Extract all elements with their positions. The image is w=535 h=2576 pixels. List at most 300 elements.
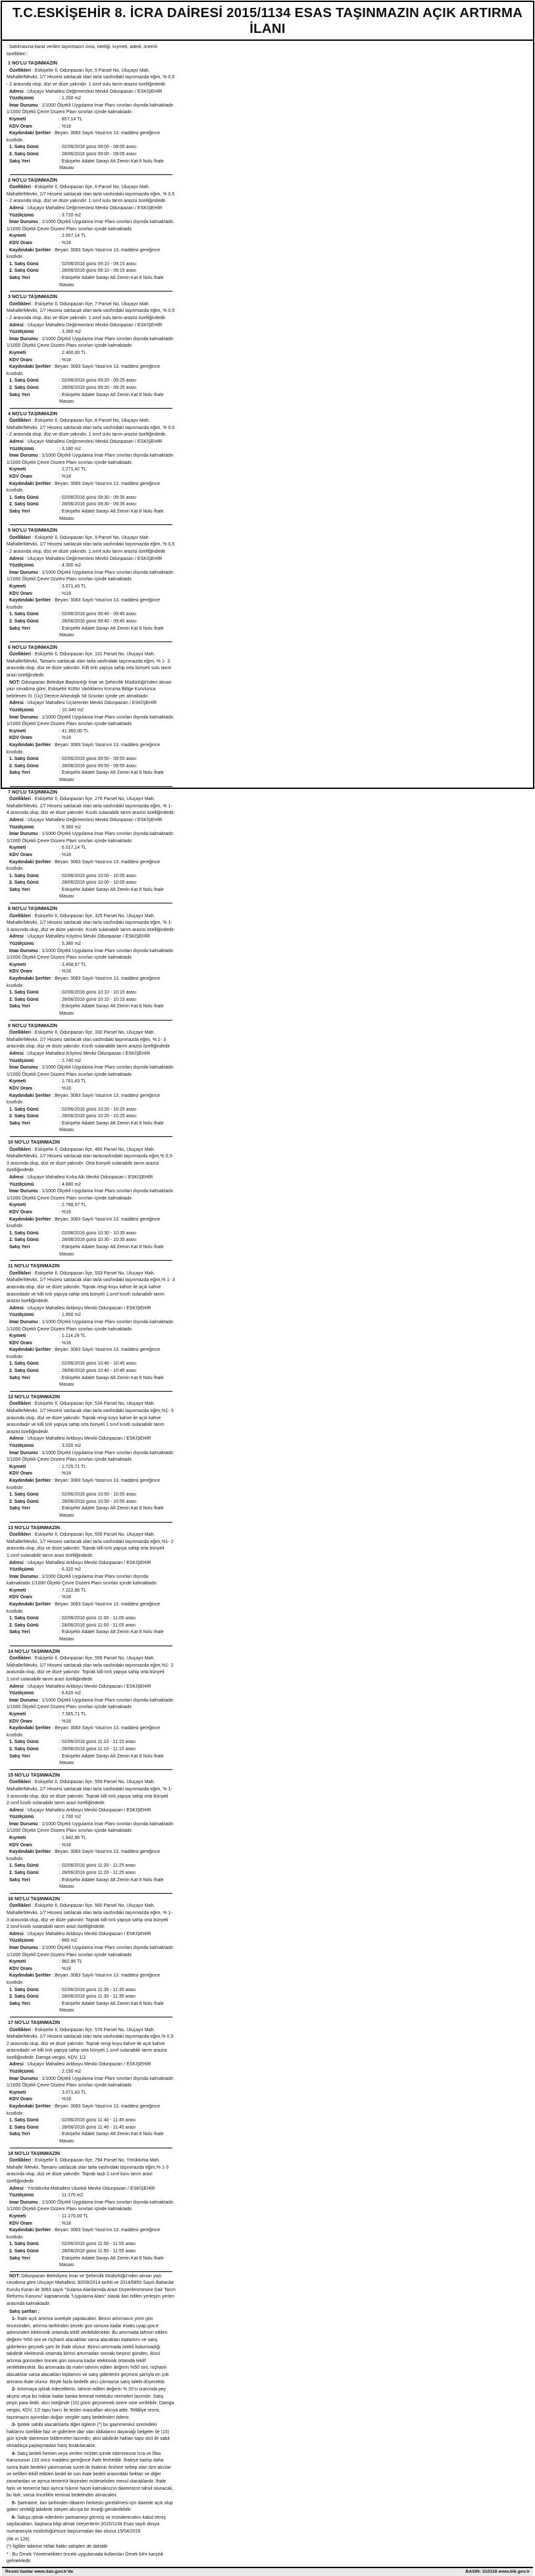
field-satis1-label: 1. Satış Günü <box>9 1863 39 1869</box>
field-yuzolcumu-value: : 3.360 m2 <box>59 329 176 336</box>
field-kiymeti-value: : 3.071,43 TL <box>59 2090 176 2097</box>
field-ozellikleri <box>7 535 176 556</box>
field-kiymeti-label: Kıymeti <box>9 116 26 122</box>
field-imar-value: : 1/1000 Ölçekli Uygulama İmar Planı sınırları dışında kalmaktadır. 1/1000 Ölçekli Çevre Düzeni Planı sınırları içinde kalmaktadır. <box>7 453 174 465</box>
terms-item-text: Satışa iştirak edenlerin şartnameyi görmüş ve münderecatını kabul etmiş sayılacakları, başkaca bilgi almak isteyenlerin 2015/1134 Esas sayılı dosya numarasıyla müdürlüğümüze başvurmaları ilan olunur.15/04/2016 <box>7 2515 166 2535</box>
field-imar <box>7 219 176 233</box>
field-ozellikleri-label: Özellikleri <box>9 652 32 657</box>
field-ozellikleri-value: : Eskişehir İl, Odunpazarı İlçe, 7 Parsel No, Uluçayır Mah. Mahalle/Mevkii, 1/7 Hissesi satılacak olan tarla vasfındaki taşınmazda eğim, % 0,5 - 2 arasında olup, düz ve düze yakındır. 1.sınıf sulu tarım arazisi özelliğindedir. <box>7 302 174 320</box>
iik-reference: (İİK m 126) <box>7 2537 30 2542</box>
field-serhler <box>7 247 176 261</box>
field-serhler-label: Kaydındaki Şerhler <box>9 859 51 865</box>
field-kdv <box>9 1719 176 1726</box>
field-kdv <box>9 1966 176 1973</box>
field-yuzolcumu <box>9 446 176 453</box>
field-satis1-label: 1. Satış Günü <box>9 1740 39 1745</box>
terms-item <box>7 2500 176 2514</box>
field-yer-value: : Eskişehir Adalet Sarayı Alt Zemin Kat 8 Nolu İhale Masası <box>59 275 176 289</box>
field-satis2-value: : 28/06/2016 günü 10:40 - 10:45 arası <box>59 1368 176 1375</box>
field-adresi <box>7 1560 176 1567</box>
field-imar <box>7 103 176 116</box>
field-kdv-value: : %18 <box>59 240 176 247</box>
field-yer <box>9 1505 176 1519</box>
field-imar-value: : 1/1000 Ölçekli Uygulama İmar Planı sınırları dışında kalmaktadır. 1/1000 Ölçekli Çevre Düzeni Planı sınırları içinde kalmaktadır. <box>7 103 174 115</box>
field-kdv-label: KDV Oranı <box>9 474 33 480</box>
field-kiymeti <box>9 1711 176 1719</box>
terms-item-text: Satış bedeli hemen veya verilen mühlet içinde ödenmezse İcra ve İflas Kanununun 133 üncü maddesi gereğince ihale feshedilir. İhaleye katılıp daha sonra ihale bedelini yatırmamak sureti ile ihalenin feshine sebep olan tüm alıcılar ve kefilleri teklif ettikleri bedel ile son ihale bedeli arasındaki farktan ve diğer zararlardan ve ayrıca temerrüt faizinden müteselsilen mesul olacaklardır. İhale farkı ve temerrüt faizi ayrıca hükme hacet kalmaksızın dairemizce tahsil olunacak, bu fark, varsa öncelikle teminat bedelinden alınacaktır. <box>7 2451 174 2498</box>
field-yer <box>9 392 176 406</box>
field-satis2-label: 2. Satış Günü <box>9 385 39 390</box>
field-satis1-label: 1. Satış Günü <box>9 1230 39 1236</box>
field-imar <box>7 1821 176 1835</box>
field-imar-label: İmar Durumu <box>9 103 38 108</box>
field-yer-label: Satış Yeri <box>9 159 30 164</box>
field-ozellikleri <box>7 1655 176 1683</box>
field-satis1 <box>9 873 176 880</box>
field-kdv-label: KDV Oranı <box>9 591 33 596</box>
footer-right-text: BASIN: 310318 www.bik.gov.tr <box>465 2569 530 2575</box>
terms-item-number: 2- <box>12 2387 16 2392</box>
field-imar-label: İmar Durumu <box>9 220 38 225</box>
field-adresi <box>7 322 176 330</box>
field-satis1 <box>9 1361 176 1368</box>
field-imar-label: İmar Durumu <box>9 1189 38 1194</box>
field-satis2-label: 2. Satış Günü <box>9 1369 39 1374</box>
terms-item-text: Artırmaya iştirak edeceklerin, tahmin edilen değerin % 20'si oranında pey akçesi veya bu miktar kadar banka teminat mektubu vermeleri lazımdır. Satış peşin para iledir, alıcı isteğinde (10) günü geçmemek üzere süre verilebilir. Damga vergisi, KDV, 1/2 tapu harcı ile teslim masrafları alıcıya aittir. Tellâliye resmi, taşınmazın aynından doğan vergiler satış bedelinden ödenir. <box>7 2387 174 2420</box>
field-kdv-label: KDV Oranı <box>9 1340 33 1346</box>
field-serhler-label: Kaydındaki Şerhler <box>9 1726 51 1731</box>
field-yuzolcumu <box>9 1567 176 1574</box>
field-yuzolcumu-value: : 1.950 m2 <box>59 1312 176 1319</box>
field-satis2 <box>9 501 176 509</box>
field-adresi <box>7 2061 176 2069</box>
field-satis2 <box>9 1994 176 2001</box>
terms-item-text: İhale açık artırma suretiyle yapılacaktır. Birinci artırmanın yirmi gün öncesinden, artırma tarihinden önceki gün sonuna kadar esatis.uyap.gov.tr adresinden elektronik ortamda teklif verilebilecektir. Bu artırmada tahmin edilen değerin %50 sini ve rüçhanlı alacaklılar varsa alacakları toplamını ve satış giderlerini geçmek şartı ile ihale olunur. Birinci artırmada istekli bulunmadığı takdirde elektronik ortamda birinci artırmadan sonraki beşinci günden, ikinci artırma gününden önceki gün sonuna kadar elektronik ortamda teklif verilebilecektir. Bu artırmada da malın tahmin edilen değerin %50 sini, rüçhanlı alacaklılar varsa alacakları toplamını ve satış giderlerini geçmesi şartıyla en çok artırana ihale olunur. Böyle fazla bedelle alıcı çıkmazsa satış talebi düşecektir. <box>7 2317 169 2385</box>
field-serhler <box>7 364 176 378</box>
field-imar <box>7 1574 176 1588</box>
field-satis2-value: : 28/06/2016 günü 11:00 - 11:05 arası <box>59 1623 176 1630</box>
field-imar-label: İmar Durumu <box>9 832 38 837</box>
field-yuzolcumu-label: Yüzölçümü <box>9 1058 34 1063</box>
field-yer <box>9 2256 176 2269</box>
field-imar-value: : 1/1000 Ölçekli Uygulama İmar Planı sınırları dışında kalmaktadır. 1/1000 Ölçekli Çevre Düzeni Planı sınırları içinde kalmaktadır. <box>7 1946 174 1957</box>
field-imar <box>7 1319 176 1333</box>
field-ozellikleri <box>7 2027 176 2062</box>
field-satis2 <box>9 151 176 159</box>
field-yuzolcumu-label: Yüzölçümü <box>9 708 34 713</box>
notice-masthead <box>2 2 533 41</box>
field-yer-label: Satış Yeri <box>9 887 30 892</box>
closing-note-label: NOT: <box>9 2273 20 2279</box>
field-adresi-value: : Yörükkırka Mahallesi Uluoluk Mevkii Odunpazarı / ESKİŞEHİR <box>24 2186 155 2191</box>
field-ozellikleri-value: : Eskişehir İl, Odunpazarı İlçe, 555 Parsel No, Uluçayır Mah. Mahalle/Mevkii, 1/7 Hissesi satılacak olan tarla vasfındaki taşınmazda eğim,%1- 2 arasında olup, düz ve düze yakındır. Toprak killi tınlı yapıya sahip orta bünyeli 1.sınıf sulanabilir tarım arazi özelliğindedir. <box>7 1532 174 1558</box>
field-kdv-label: KDV Oranı <box>9 1471 33 1477</box>
field-kdv-label: KDV Oranı <box>9 1966 33 1971</box>
terms-item-text: Şartname, ilan tarihinden itibaren herkesin görebilmesi için dairede açık olup gideri verildiği takdirde isteyen alıcıya bir örneği gönderilebilir. <box>7 2500 173 2513</box>
field-kdv-label: KDV Oranı <box>9 124 33 129</box>
field-not <box>7 680 176 701</box>
field-kiymeti <box>9 1588 176 1595</box>
field-satis1-label: 1. Satış Günü <box>9 757 39 762</box>
field-satis1-label: 1. Satış Günü <box>9 1361 39 1367</box>
field-satis2-value: : 28/06/2016 günü 11:30 - 11:35 arası <box>59 1994 176 2001</box>
field-yer-value: : Eskişehir Adalet Sarayı Alt Zemin Kat 8 Nolu İhale Masası <box>59 2131 176 2145</box>
field-kdv <box>9 1594 176 1602</box>
terms-item <box>7 2451 176 2500</box>
field-imar-value: : 1/1000 Ölçekli Uygulama İmar Planı sınırları dışında kalmaktadır. 1/1000 Ölçekli Çevre Düzeni Planı sınırları içinde kalmaktadır. <box>7 1189 174 1201</box>
terms-item-number: 4- <box>12 2451 16 2456</box>
field-imar-value: : 1/1000 Ölçekli Uygulama İmar Planı sınırları dışında kalmaktadır.1/1000 Ölçekli Çevre Düzeni Planı sınırları içinde kalmaktadır. <box>7 1575 158 1586</box>
field-adresi <box>7 1174 176 1182</box>
field-serhler <box>7 481 176 495</box>
field-ozellikleri-value: : Eskişehir İl, Odunpazarı İlçe, 276 Parsel No, Uluçayır Mah. Mahalle/Mevkii, 1/7 Hissesi satılacak olan tarla vasfındaki taşınmazda eğim, % 1- 4 arasında olup, düz ve düze yakındır. Kısıtlı sulanabilir tarım arazisi özelliğindedir. <box>7 797 175 815</box>
field-serhler <box>7 1478 176 1492</box>
field-yer <box>9 1121 176 1134</box>
field-kdv-value: : %18 <box>59 1719 176 1726</box>
field-serhler-value: : Beyan: 3083 Sayılı Yasa'nın 13. maddesi gereğince kısıtlıdır. <box>7 860 160 872</box>
field-satis1-label: 1. Satış Günü <box>9 990 39 996</box>
field-adresi-value: : Uluçayır Mahallesi Köyönü Mevkii Odunpazarı / ESKİŞEHİR <box>24 934 150 939</box>
field-yer-label: Satış Yeri <box>9 1506 30 1511</box>
field-yer-value: : Eskişehir Adalet Sarayı Alt Zemin Kat 8 Nolu İhale Masası <box>59 887 176 901</box>
field-kdv-label: KDV Oranı <box>9 969 33 974</box>
field-satis1-value: : 02/06/2016 günü 11:00 - 11:05 arası <box>59 1615 176 1623</box>
field-ozellikleri-label: Özellikleri <box>9 68 32 73</box>
field-ozellikleri-label: Özellikleri <box>9 1904 32 1909</box>
auction-item-section <box>7 293 176 409</box>
field-yer-label: Satış Yeri <box>9 1754 30 1759</box>
field-satis2 <box>9 2125 176 2132</box>
field-serhler-value: : Beyan: 3083 Sayılı Yasa'nın 13. maddesi gereğince kısıtlıdır. <box>7 1217 160 1229</box>
field-kiymeti-label: Kıymeti <box>9 467 26 472</box>
field-satis1-value: : 02/06/2016 günü 11:10 - 11:15 arası <box>59 1739 176 1746</box>
section-heading: 8 NO'LU TAŞINMAZIN <box>8 905 57 912</box>
field-serhler-label: Kaydındaki Şerhler <box>9 1478 51 1483</box>
field-imar <box>7 1698 176 1711</box>
field-ozellikleri <box>7 1271 176 1305</box>
newspaper-notice-page <box>1 1 534 2575</box>
field-serhler-label: Kaydındaki Şerhler <box>9 743 51 747</box>
field-yuzolcumu <box>9 1814 176 1821</box>
field-kiymeti-label: Kıymeti <box>9 2090 26 2095</box>
field-adresi-label: Adresi <box>9 1436 24 1442</box>
field-ozellikleri-label: Özellikleri <box>9 1030 32 1036</box>
field-serhler <box>7 742 176 756</box>
field-yer-label: Satış Yeri <box>9 2132 30 2137</box>
field-yuzolcumu-label: Yüzölçümü <box>9 2193 34 2198</box>
field-yer <box>9 509 176 522</box>
field-satis1-value: : 02/06/2016 günü 11:40 - 11:45 arası <box>59 2117 176 2125</box>
field-satis1-value: : 02/06/2016 günü 11:30 - 11:35 arası <box>59 1987 176 1994</box>
field-serhler <box>7 976 176 990</box>
field-yer-label: Satış Yeri <box>9 770 30 776</box>
terms-list <box>7 2316 176 2535</box>
page-title: T.C.ESKİŞEHİR 8. İCRA DAİRESİ 2015/1134 ESAS TAŞINMAZIN AÇIK ARTIRMA İLANI <box>12 5 523 36</box>
field-yer-value: : Eskişehir Adalet Sarayı Alt Zemin Kat 8 Nolu İhale Masası <box>59 1629 176 1643</box>
field-satis1-value: : 02/06/2016 günü 09:40 - 09:45 arası <box>59 611 176 619</box>
field-serhler <box>7 1347 176 1361</box>
field-satis2 <box>9 997 176 1004</box>
field-satis1 <box>9 1492 176 1499</box>
field-yuzolcumu-label: Yüzölçümü <box>9 2069 34 2075</box>
field-adresi-value: : Uluçayır Mahallesi Arkboyu Mevkii Odunpazarı / ESKİŞEHİR <box>24 1306 151 1311</box>
field-adresi-value: : Uluçayır Mahallesi Değirmenönü Mevkii Odunpazarı / ESKİŞEHİR <box>24 323 162 328</box>
field-satis2-value: : 28/06/2016 günü 10:50 - 10:55 arası <box>59 1499 176 1506</box>
field-satis1-label: 1. Satış Günü <box>9 2242 39 2247</box>
field-satis1 <box>9 261 176 268</box>
field-yuzolcumu-value: : 6.320 m2 <box>59 1567 176 1574</box>
field-kiymeti-value: : 2.657,14 TL <box>59 233 176 240</box>
auction-item-section <box>7 1023 176 1138</box>
field-serhler-label: Kaydındaki Şerhler <box>9 131 51 136</box>
field-ozellikleri-label: Özellikleri <box>9 301 32 307</box>
field-satis2-label: 2. Satış Günü <box>9 880 39 886</box>
field-yer-value: : Eskişehir Adalet Sarayı Alt Zemin Kat 8 Nolu İhale Masası <box>59 2001 176 2015</box>
field-imar-label: İmar Durumu <box>9 715 38 720</box>
field-adresi-value: : Uluçayır Mahallesi Köyönü Mevkii Odunpazarı / ESKİŞEHİR <box>24 1051 150 1056</box>
field-satis1-value: : 02/06/2016 günü 10:00 - 10:05 arası <box>59 873 176 880</box>
field-kdv-value: : %18 <box>59 1842 176 1850</box>
field-kiymeti <box>9 1835 176 1842</box>
field-yuzolcumu <box>9 563 176 570</box>
notice-columns <box>2 41 533 2567</box>
field-yuzolcumu-label: Yüzölçümü <box>9 1444 34 1448</box>
field-imar <box>7 2076 176 2090</box>
field-yer-value: : Eskişehir Adalet Sarayı Alt Zemin Kat 8 Nolu İhale Masası <box>59 392 176 406</box>
section-divider <box>10 2271 172 2272</box>
field-adresi-label: Adresi <box>9 701 24 706</box>
field-satis2 <box>9 1746 176 1754</box>
field-kdv <box>9 240 176 247</box>
field-yer <box>9 1003 176 1017</box>
field-kdv <box>9 969 176 976</box>
field-yer <box>9 1877 176 1891</box>
field-yuzolcumu-value: : 10.340 m2 <box>59 707 176 715</box>
field-satis2-value: : 28/06/2016 günü 09:30 - 09:35 arası <box>59 501 176 509</box>
field-yuzolcumu-value: : 3.720 m2 <box>59 213 176 220</box>
field-kdv <box>9 474 176 481</box>
field-ozellikleri-label: Özellikleri <box>9 535 32 540</box>
section-heading: 10 NO'LU TAŞINMAZIN <box>8 1139 61 1146</box>
field-ozellikleri-value: : Eskişehir İl, Odunpazarı İlçe, 8 Parsel No, Uluçayır Mah. Mahalle/Mevkii, 1/7 Hissesi satılacak olan tarla vasfındaki taşınmazda eğim, % 0,5 - 2 arasında olup, düz ve düze yakındır. 1.sınıf sulu tarım arazisi özelliğindedir. <box>7 418 174 437</box>
field-kdv-value: : %18 <box>59 969 176 976</box>
field-imar <box>7 1065 176 1078</box>
field-kdv-value: : %18 <box>59 2221 176 2228</box>
field-serhler-label: Kaydındaki Şerhler <box>9 976 51 981</box>
field-adresi <box>7 205 176 213</box>
field-adresi-label: Adresi <box>9 2186 24 2191</box>
field-kdv-label: KDV Oranı <box>9 1719 33 1724</box>
field-kiymeti-label: Kıymeti <box>9 1079 26 1084</box>
field-serhler <box>7 1725 176 1739</box>
field-kiymeti-label: Kıymeti <box>9 1711 26 1717</box>
field-kdv-value: : %18 <box>59 1594 176 1602</box>
field-adresi-label: Adresi <box>9 89 24 94</box>
field-imar-value: : 1/1000 Ölçekli Uygulama İmar Planı sınırları dışında kalmaktadır. 1/1000 Ölçekli Çevre Düzeni Planı sınırları içinde kalmaktadır. <box>7 2077 174 2088</box>
field-satis2-value: : 28/06/2016 günü 11:10 - 11:15 arası <box>59 1746 176 1754</box>
field-satis2-label: 2. Satış Günü <box>9 619 39 624</box>
field-satis2-value: : 28/06/2016 günü 09:10 - 09:15 arası <box>59 268 176 275</box>
field-imar-label: İmar Durumu <box>9 453 38 459</box>
field-serhler-value: : Beyan: 3083 Sayılı Yasa'nın 13. maddesi gereğince kısıtlıdır. <box>7 976 160 988</box>
section-divider <box>10 1260 172 1261</box>
field-adresi-value: : Uluçayır Mahallesi Arkboyu Mevkii Odunpazarı / ESKİŞEHİR <box>24 2062 151 2067</box>
terms-item <box>7 2316 176 2386</box>
field-ozellikleri-value: : Eskişehir İl, Odunpazarı İlçe, 9 Parsel No, Uluçayır Mah. Mahalle/Mevkii, 1/7 Hissesi satılacak olan tarla vasfındaki taşınmazda eğim, % 0,5 - 2 arasında olup, düz ve düze yakındır. 1.sınıf sulu tarım arazisi özelliğindedir. <box>7 536 174 554</box>
field-yuzolcumu-value: : 2.740 m2 <box>59 1058 176 1065</box>
field-adresi-value: : Uluçayır Mahallesi Arkboyu Mevkii Odunpazarı / ESKİŞEHİR <box>24 1808 151 1813</box>
field-satis1-value: : 02/06/2016 günü 09:10 - 09:15 arası <box>59 261 176 268</box>
field-ozellikleri-value: : Eskişehir İl, Odunpazarı İlçe, 560 Parsel No, Uluçayır Mah. Mahalle/Mevkii, 1/7 Hissesi satılacak olan tarla vasfındaki taşınmazda eğim, % 1- 3 arasında olup, düz ve düze yakındır. Toprak killi tınlı yapıya sahip orta bünyeli 2.sınıf kısıtlı sulanabilir tarım arazi özelliğindedir. <box>7 1904 172 1929</box>
field-imar-value: : 1/1000 Ölçekli Uygulama İmar Planı sınırları dışında kalmaktadır. 1/1000 Ölçekli Çevre Düzeni Planı sınırları içinde kalmaktadır. <box>7 1065 174 1077</box>
field-serhler-value: : Beyan: 3083 Sayılı Yasa'nın 13. maddesi gereğince kısıtlıdır. <box>7 1348 160 1359</box>
field-yuzolcumu-label: Yüzölçümü <box>9 824 34 830</box>
field-yer-label: Satış Yeri <box>9 2256 30 2261</box>
field-satis2-label: 2. Satış Günü <box>9 1114 39 1119</box>
field-yuzolcumu-label: Yüzölçümü <box>9 942 34 947</box>
field-yuzolcumu-label: Yüzölçümü <box>9 330 34 335</box>
field-serhler <box>7 2227 176 2241</box>
field-kdv-label: KDV Oranı <box>9 1595 33 1600</box>
field-adresi <box>7 1931 176 1938</box>
field-ozellikleri <box>7 1401 176 1436</box>
field-serhler <box>7 1217 176 1230</box>
field-adresi <box>7 556 176 563</box>
field-yuzolcumu <box>9 1443 176 1450</box>
section-divider <box>10 786 172 787</box>
section-divider <box>10 1893 172 1894</box>
field-satis1-value: : 02/06/2016 günü 10:10 - 10:15 arası <box>59 990 176 997</box>
field-kiymeti <box>9 1464 176 1471</box>
field-adresi <box>7 2186 176 2193</box>
field-kdv-value: : %18 <box>59 2096 176 2104</box>
field-serhler-value: : Beyan: 3083 Sayılı Yasa'nın 13. maddesi gereğince kısıtlıdır. <box>7 131 160 143</box>
field-satis2 <box>9 880 176 887</box>
field-adresi-label: Adresi <box>9 440 24 445</box>
field-kiymeti <box>9 350 176 357</box>
field-serhler <box>7 859 176 873</box>
field-serhler-label: Kaydındaki Şerhler <box>9 247 51 253</box>
field-adresi-value: : Uluçayır Mahallesi Değirmenönü Mevkii Odunpazarı / ESKİŞEHİR <box>24 89 162 94</box>
field-kiymeti-value: : 3.458,57 TL <box>59 962 176 969</box>
field-kdv-value: : %18 <box>59 735 176 742</box>
field-satis2-label: 2. Satış Günü <box>9 2125 39 2130</box>
field-kiymeti <box>9 1333 176 1340</box>
intro-paragraph: Satılmasına karar verilen taşınmazın cinsi, niteliği, kıymeti, adedi, önemli özellikleri : <box>7 45 157 57</box>
field-satis1-value: : 02/06/2016 günü 11:50 - 11:55 arası <box>59 2241 176 2248</box>
field-adresi <box>7 1684 176 1691</box>
field-yer-label: Satış Yeri <box>9 392 30 397</box>
field-ozellikleri-value: : Eskişehir İl, Odunpazarı İlçe, 794 Parsel No, Yörükkırka Mah. Mahalle /Mevkii, Tamamı satılacak olan tarla vasfındaki taşınmazda eğim,% 1-3 arasında olup, düz ve düze yakındır. Toprak taşlı 2.sınıf kuru tarım arazi özelliğindedir. <box>7 2158 168 2184</box>
field-yer-label: Satış Yeri <box>9 626 30 631</box>
field-imar-value: : 1/1000 Ölçekli Uygulama İmar Planı sınırları dışında kalmaktadır. 1/1000 Ölçekli Çevre Düzeni Planı sınırları içinde kalmaktadır. <box>7 1451 174 1463</box>
auction-item-section <box>7 905 176 1021</box>
field-yuzolcumu <box>9 1690 176 1698</box>
field-adresi <box>7 1305 176 1313</box>
field-kdv-label: KDV Oranı <box>9 1086 33 1091</box>
field-ozellikleri-value: : Eskişehir İl, Odunpazarı İlçe, 325 Parsel No, Uluçayır Mah. Mahalle/Mevkii, 1/7 Hissesi satılacak olan tarla vasfındaki taşınmazda eğim, % 1- 3 arasında olup, düz ve düze yakındır. Kısıtlı sulanabilir tarım arazisi özelliğindedir. <box>7 914 175 932</box>
field-ozellikleri-label: Özellikleri <box>9 418 32 424</box>
field-satis1-value: : 02/06/2016 günü 10:20 - 10:25 arası <box>59 1107 176 1114</box>
field-yer-value: : Eskişehir Adalet Sarayı Alt Zemin Kat 8 Nolu İhale Masası <box>59 1244 176 1258</box>
field-yuzolcumu <box>9 2192 176 2200</box>
field-serhler-value: : Beyan: 3083 Sayılı Yasa'nın 13. maddesi gereğince kısıtlıdır. <box>7 248 160 260</box>
auction-item-section <box>7 527 176 642</box>
field-imar-value: : 1/1000 Ölçekli Uygulama İmar Planı sınırları dışında kalmaktadır. 1/1000 Ölçekli Çevre Düzeni Planı sınırları içinde kalmaktadır. <box>7 1698 174 1710</box>
field-satis2 <box>9 1870 176 1877</box>
field-kiymeti-value: : 7.222,86 TL <box>59 1588 176 1595</box>
field-adresi-label: Adresi <box>9 2062 24 2067</box>
field-ozellikleri <box>7 184 176 205</box>
field-serhler <box>7 130 176 144</box>
field-yuzolcumu <box>9 329 176 336</box>
field-kdv <box>9 1842 176 1850</box>
field-kiymeti-label: Kıymeti <box>9 728 26 734</box>
field-ozellikleri-value: : Eskişehir İl, Odunpazarı İlçe, 559 Parsel No, Uluçayır Mah. Mahalle/Mevkii, 1/7 Hissesi satılacak olan tarla vasfındaki taşınmazda eğim, % 1- 3 arasında olup, düz ve düze yakındır. Toprak killi tınlı yapıya sahip orta bünyeli 2.sınıf kısıtlı sulanabilir tarım arazi özelliğindedir. <box>7 1780 172 1806</box>
closing-note-text: Odunpazarı Belediyesi İmar ve Şehircilik Müdürlüğü'nden alınan yazı cevabına göre Uluçayır Mahallesi; 30/09/2014 tarihli ve 2014/6850 Sayılı Bakanlar Kurulu Kararı ile 3083 sayılı "Sulama Alanlarında Arazi Düzenlenmesine Dair Tarım Reformu Kanunu" kapsamında "Uygulama Alanı" olarak ilan edilen yerleşim yerleri arasında kalmaktadır. <box>7 2273 176 2307</box>
field-yer <box>9 1629 176 1643</box>
field-kiymeti-value: : 6.017,14 TL <box>59 845 176 852</box>
field-ozellikleri <box>7 2158 176 2185</box>
field-adresi <box>7 1051 176 1058</box>
field-satis1-value: : 02/06/2016 günü 10:40 - 10:45 arası <box>59 1361 176 1368</box>
auction-item-section <box>7 177 176 292</box>
field-ozellikleri-value: : Eskişehir İl, Odunpazarı İlçe, 101 Parsel No, Uluçayır Mah. Mahalle/Mevkii, Tamamı satılacak olan tarla vasfındaki taşınmazda eğim, % 1- 3 arasında olup, düz ve düze yakındır. Killi tınlı yapıya sahip orta bünyeli sulu tarım arazi özeliğindedir. <box>7 652 172 678</box>
field-kdv <box>9 124 176 131</box>
field-adresi <box>7 1807 176 1815</box>
field-satis2 <box>9 1368 176 1375</box>
field-yer-value: : Eskişehir Adalet Sarayı Alt Zemin Kat 8 Nolu İhale Masası <box>59 509 176 522</box>
field-yuzolcumu <box>9 1938 176 1945</box>
field-yuzolcumu-label: Yüzölçümü <box>9 1313 34 1318</box>
field-ozellikleri-label: Özellikleri <box>9 1271 32 1276</box>
field-ozellikleri-label: Özellikleri <box>9 1147 32 1152</box>
auction-item-section <box>7 1648 176 1770</box>
field-serhler-label: Kaydındaki Şerhler <box>9 1217 51 1222</box>
field-kiymeti <box>9 1959 176 1966</box>
field-kdv-label: KDV Oranı <box>9 241 33 246</box>
field-yer-value: : Eskişehir Adalet Sarayı Alt Zemin Kat 8 Nolu İhale Masası <box>59 1375 176 1389</box>
terms-item-number: 1- <box>12 2317 16 2322</box>
field-adresi-value: : Uluçayır Mahallesi Arkboyu Mevkii Odunpazarı / ESKİŞEHİR <box>24 1684 151 1689</box>
terms-item <box>7 2515 176 2536</box>
field-satis1-value: : 02/06/2016 günü 09:20 - 09:25 arası <box>59 378 176 385</box>
section-heading: 7 NO'LU TAŞINMAZIN <box>8 788 57 795</box>
field-satis1-label: 1. Satış Günü <box>9 145 39 150</box>
section-divider <box>10 1769 172 1770</box>
section-heading: 15 NO'LU TAŞINMAZIN <box>8 1771 61 1778</box>
field-satis2 <box>9 385 176 392</box>
field-satis2-value: : 28/06/2016 günü 09:20 - 09:25 arası <box>59 385 176 392</box>
field-ozellikleri-value: : Eskişehir İl, Odunpazarı İlçe, 5 Parsel No, Uluçayır Mah. Mahalle/Mevkii, 1/7 Hissesi satılacak olan tarla vasfındaki taşınmazda eğim, % 0,5 - 2 arasında olup, düz ve düze yakındır. 1.sınıf sulu tarım arazisi özelliğindedir. <box>7 68 174 87</box>
field-satis2-label: 2. Satış Günü <box>9 151 39 157</box>
field-kdv-label: KDV Oranı <box>9 357 33 363</box>
field-yuzolcumu-label: Yüzölçümü <box>9 213 34 218</box>
field-serhler-label: Kaydındaki Şerhler <box>9 2104 51 2109</box>
field-ozellikleri-value: : Eskişehir İl, Odunpazarı İlçe, 330 Parsel No, Uluçayır Mah. Mahalle/Mevkii, 1/7 Hissesi satılacak olan vasfındaki taşınmazda eğim, % 1- 3 arasında olup, düz ve düze yakındır. Kısıtlı sulanabilir tarım arazisi özelliğindedir. <box>7 1030 171 1049</box>
field-kiymeti <box>9 467 176 474</box>
field-adresi-label: Adresi <box>9 817 24 822</box>
field-imar-value: : 1/1000 Ölçekli Uygulama İmar Planı sınırları dışında kalmaktadır. 1/1000 Ölçekli Çevre Düzeni Planı sınırları içinde kalmaktadır. <box>7 1320 174 1332</box>
terms-item <box>7 2422 176 2450</box>
field-satis1 <box>9 1739 176 1746</box>
field-ozellikleri <box>7 68 176 89</box>
field-satis1-label: 1. Satış Günü <box>9 2118 39 2123</box>
field-ozellikleri <box>7 1779 176 1807</box>
field-adresi <box>7 439 176 446</box>
field-imar-label: İmar Durumu <box>9 336 38 341</box>
field-ozellikleri <box>7 1532 176 1559</box>
